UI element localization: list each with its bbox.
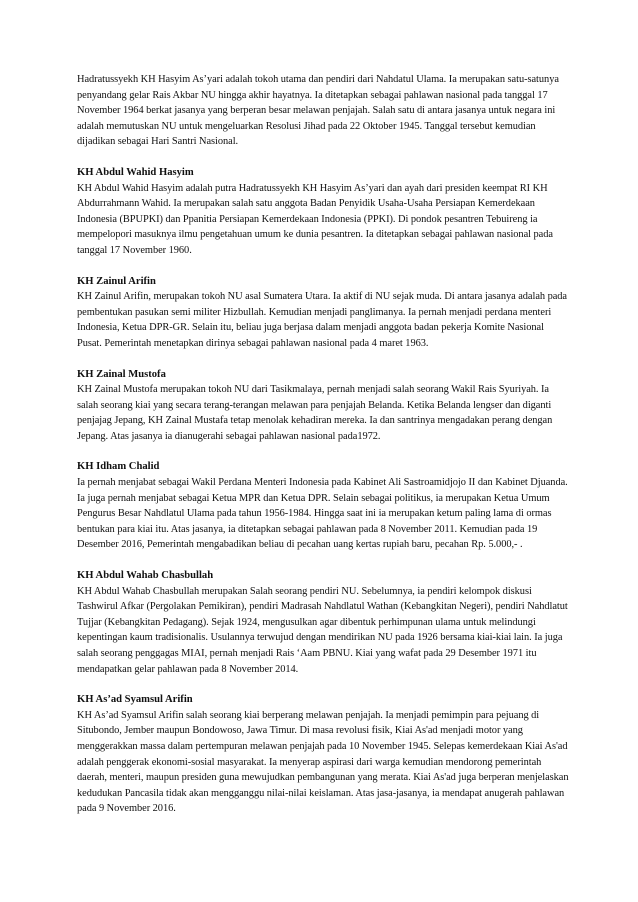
- section-body: KH Zainal Mustofa merupakan tokoh NU dari Tasikmalaya, pernah menjadi salah seorang Wakil Rais Syuriyah. Ia salah seorang kiai yang secara terang-terangan melawan para penjajah Belanda. Ketika Belanda lengser dan diganti penjajag Jepang, KH Zainal Mustafa tetap menolak kehadiran mereka. Ia dan santrinya mengadakan perang dengan Jepang. Atas jasanya ia dianugerahi sebagai pahlawan nasional pada1972.: [77, 384, 553, 442]
- section-zainal-mustofa: [77, 367, 570, 445]
- section-asad-syamsul-arifin: [77, 692, 570, 817]
- section-heading: KH As’ad Syamsul Arifin: [77, 694, 193, 706]
- section-body: KH Abdul Wahab Chasbullah merupakan Salah seorang pendiri NU. Sebelumnya, ia pendiri kelompok diskusi Tashwirul Afkar (Pergolakan Pemikiran), pendiri Madrasah Nahdlatul Wathan (Kebangkitan Negeri), pendiri Nahdlatut Tujjar (Kebangkitan Pedagang). Sejak 1924, mengusulkan agar dibentuk perhimpunan ulama untuk melindungi kepentingan kaum tradisionalis. Usulannya terwujud dengan mendirikan NU pada 1926 bersama kiai-kiai lain. Ia juga salah seorang penggagas MIAI, pernah menjadi Rais ‘Aam PBNU. Kiai yang wafat pada 29 Desember 1971 itu mendapatkan gelar pahlawan pada 8 November 2014.: [77, 585, 568, 675]
- section-heading: KH Abdul Wahid Hasyim: [77, 166, 194, 178]
- section-body: KH Abdul Wahid Hasyim adalah putra Hadratussyekh KH Hasyim As’yari dan ayah dari presiden keempat RI KH Abdurrahmann Wahid. Ia merupakan salah satu anggota Badan Penyidik Usaha-Usaha Persiapan Kemerdekaan Indonesia (BPUPKI) dan Ppanitia Persiapan Kemerdekaan Indonesia (PPKI). Di pondok pesantren Tebuireng ia mempelopori masuknya ilmu pengetahuan umum ke dunia pesantren. Ia ditetapkan sebagai pahlawan nasional pada tanggal 17 November 1960.: [77, 182, 553, 256]
- section-body: Ia pernah menjabat sebagai Wakil Perdana Menteri Indonesia pada Kabinet Ali Sastroamidjojo II dan Kabinet Djuanda. Ia juga pernah menjabat sebagai Ketua MPR dan Ketua DPR. Selain sebagai politikus, ia merupakan Ketua Umum Pengurus Besar Nahdlatul Ulama pada tahun 1956-1984. Hingga saat ini ia merupakan ketum paling lama di ormas bentukan para kiai itu. Atas jasanya, ia ditetapkan sebagai pahlawan pada 8 November 2011. Kemudian pada 19 Desember 2016, Pemerintah mengabadikan beliau di pecahan uang kertas rupiah baru, pecahan Rp. 5.000,- .: [77, 477, 568, 551]
- section-abdul-wahid-hasyim: [77, 165, 570, 259]
- section-zainul-arifin: [77, 274, 570, 352]
- section-heading: KH Idham Chalid: [77, 461, 160, 473]
- intro-paragraph: Hadratussyekh KH Hasyim As’yari adalah tokoh utama dan pendiri dari Nahdatul Ulama. Ia merupakan satu-satunya penyandang gelar Rais Akbar NU hingga akhir hayatnya. Ia ditetapkan sebagai pahlawan nasional pada tanggal 17 November 1964 berkat jasanya yang berperan besar melawan penjajah. Salah satu di antara jasanya untuk negara ini adalah memutuskan NU untuk mengeluarkan Resolusi Jihad pada 22 Oktober 1945. Tanggal tersebut kemudian dijadikan sebagai Hari Santri Nasional.: [77, 74, 559, 148]
- section-idham-chalid: [77, 459, 570, 553]
- section-abdul-wahab-chasbullah: [77, 568, 570, 677]
- section-heading: KH Zainul Arifin: [77, 275, 156, 287]
- section-heading: KH Zainal Mustofa: [77, 368, 166, 380]
- section-heading: KH Abdul Wahab Chasbullah: [77, 570, 214, 582]
- section-body: KH As’ad Syamsul Arifin salah seorang kiai berperang melawan penjajah. Ia menjadi pemimpin para pejuang di Situbondo, Jember maupun Bondowoso, Jawa Timur. Di masa revolusi fisik, Kiai As'ad menjadi motor yang menggerakkan massa dalam pertempuran melawan penjajah pada 10 November 1945. Selepas kemerdekaan Kiai As'ad adalah penggerak ekonomi-sosial masyarakat. Ia menyerap aspirasi dari warga kemudian mendorong pemerintah daerah, menteri, maupun presiden guna mewujudkan pembangunan yang merata. Kiai As'ad juga berperan menjelaskan kedudukan Pancasila tidak akan mengganggu nilai-nilai keislaman. Atas jasa-jasanya, ia mendapat anugerah pahlawan pada 9 November 2016.: [77, 709, 569, 815]
- section-body: KH Zainul Arifin, merupakan tokoh NU asal Sumatera Utara. Ia aktif di NU sejak muda. Di antara jasanya adalah pada pembentukan pasukan semi militer Hizbullah. Kemudian menjadi panglimanya. Ia pernah menjadi perdana menteri Indonesia, Ketua DPR-GR. Selain itu, beliau juga berjasa dalam menjadi anggota badan pekerja Komite Nasional Pusat. Pemerintah menetapkan dirinya sebagai pahlawan nasional pada 4 maret 1963.: [77, 291, 567, 349]
